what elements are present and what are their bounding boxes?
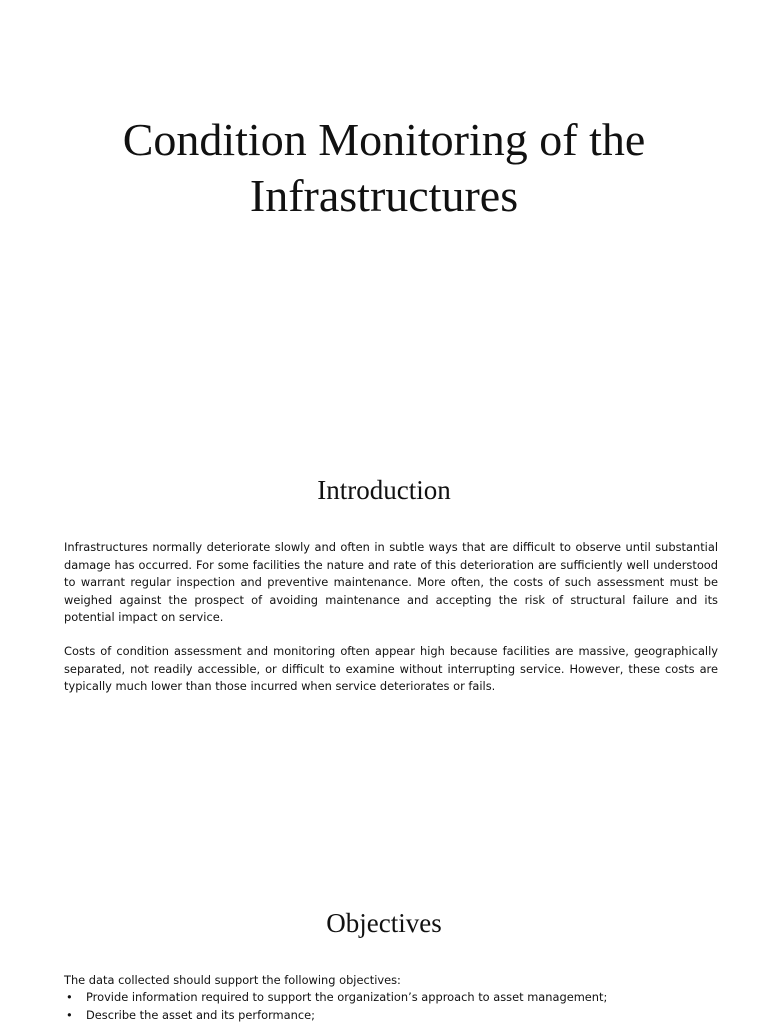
objectives-heading: Objectives xyxy=(326,908,442,938)
introduction-paragraph-1: Infrastructures normally deteriorate slowly and often in subtle ways that are difficult to observe until substantial damage has occurred. For some facilities the nature and rate of this deterioration are sufficiently well understood to warrant regular inspection and preventive maintenance. More often, the costs of such assessment must be weighed against the prospect of avoiding maintenance and accepting the risk of structural failure and its potential impact on service. xyxy=(64,540,718,625)
objectives-list-item xyxy=(64,1007,718,1024)
bullet-icon: • xyxy=(66,1007,73,1022)
objectives-item-text: Describe the asset and its performance; xyxy=(86,1007,315,1022)
objectives-list xyxy=(64,989,718,1024)
introduction-paragraph-2: Costs of condition assessment and monitoring often appear high because facilities are massive, geographically separated, not readily accessible, or difficult to examine without interrupting service. However, these costs are typically much lower than those incurred when service deteriorates or fails. xyxy=(64,644,718,694)
introduction-heading: Introduction xyxy=(317,475,451,505)
objectives-intro: The data collected should support the following objectives: xyxy=(64,973,401,987)
bullet-icon: • xyxy=(66,990,73,1004)
document-title-line-2: Infrastructures xyxy=(249,170,519,221)
document-title xyxy=(0,112,768,224)
document-title-line-1: Condition Monitoring of the xyxy=(122,114,646,165)
objectives-list-item xyxy=(64,989,718,1007)
objectives-item-text: Provide information required to support the organization’s approach to asset management; xyxy=(86,990,608,1004)
